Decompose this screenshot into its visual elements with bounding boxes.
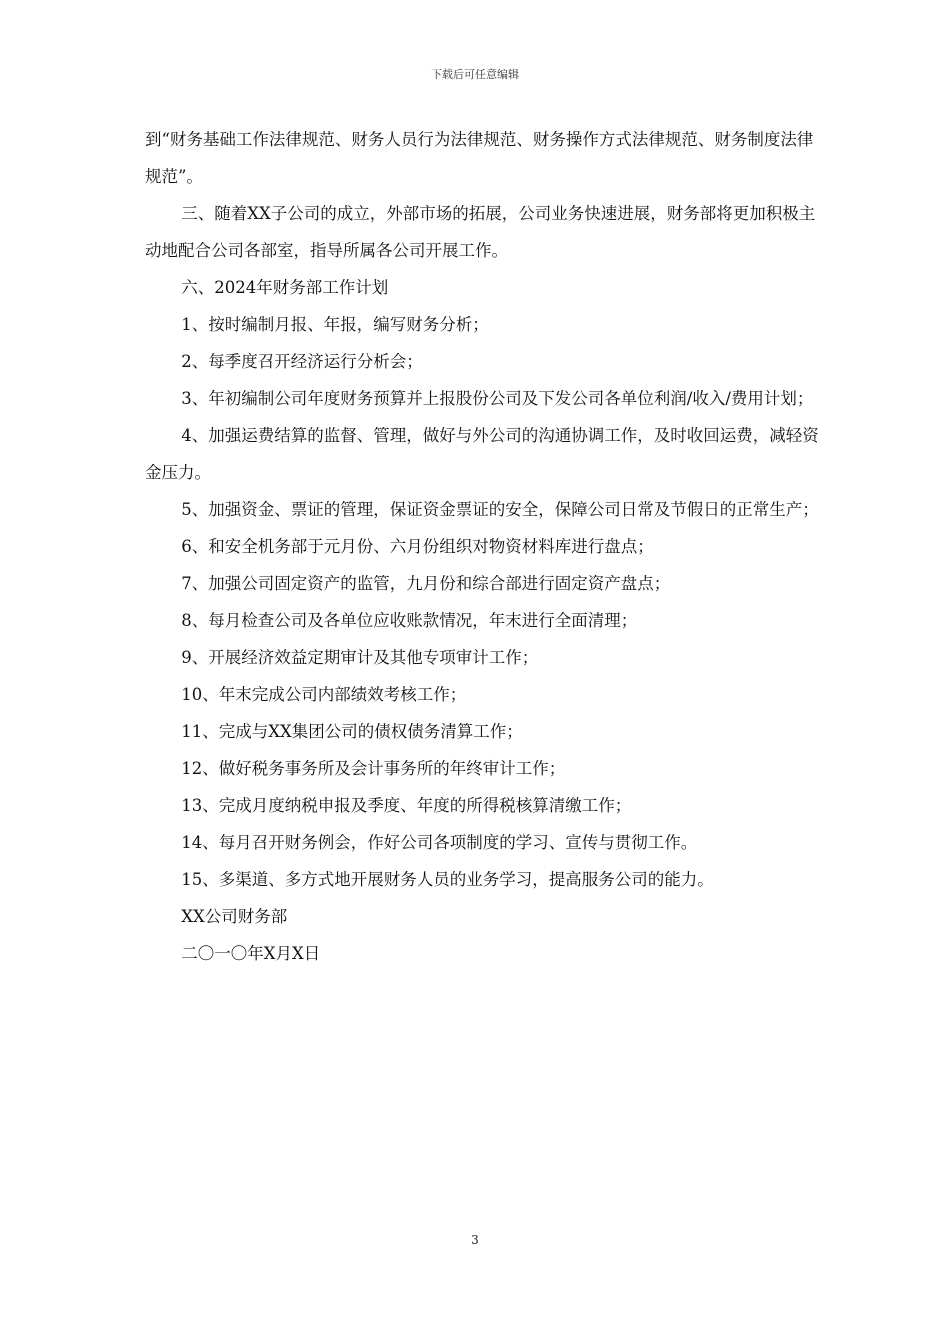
- paragraph-section-three: 三、随着XX子公司的成立，外部市场的拓展，公司业务快速进展，财务部将更加积极主动地配合公司各部室，指导所属各公司开展工作。: [145, 204, 816, 260]
- plan-item-1: 1、按时编制月报、年报，编写财务分析；: [181, 315, 489, 334]
- plan-item-5: 5、加强资金、票证的管理，保证资金票证的安全，保障公司日常及节假日的正常生产；: [181, 500, 819, 519]
- plan-item-11: 11、完成与XX集团公司的债权债务清算工作；: [181, 722, 523, 741]
- plan-item-13: 13、完成月度纳税申报及季度、年度的所得税核算清缴工作；: [181, 796, 632, 815]
- signature-department: XX公司财务部: [181, 907, 288, 926]
- plan-item-15: 15、多渠道、多方式地开展财务人员的业务学习，提高服务公司的能力。: [181, 870, 714, 889]
- plan-item-3: 3、年初编制公司年度财务预算并上报股份公司及下发公司各单位利润/收入/费用计划；: [181, 389, 814, 408]
- section-heading-work-plan: 六、2024年财务部工作计划: [181, 278, 389, 297]
- plan-item-9: 9、开展经济效益定期审计及其他专项审计工作；: [181, 648, 539, 667]
- plan-item-2: 2、每季度召开经济运行分析会；: [181, 352, 423, 371]
- plan-item-14: 14、每月召开财务例会，作好公司各项制度的学习、宣传与贯彻工作。: [181, 833, 698, 852]
- plan-item-10: 10、年末完成公司内部绩效考核工作；: [181, 685, 467, 704]
- paragraph-continuation: 到“财务基础工作法律规范、财务人员行为法律规范、财务操作方式法律规范、财务制度法律规范”。: [145, 130, 814, 186]
- plan-item-6: 6、和安全机务部于元月份、六月份组织对物资材料库进行盘点；: [181, 537, 654, 556]
- plan-item-7: 7、加强公司固定资产的监管，九月份和综合部进行固定资产盘点；: [181, 574, 671, 593]
- plan-item-8: 8、每月检查公司及各单位应收账款情况，年末进行全面清理；: [181, 611, 638, 630]
- page-header: 下载后可任意编辑: [431, 68, 519, 81]
- plan-item-4: 4、加强运费结算的监督、管理，做好与外公司的沟通协调工作，及时收回运费，减轻资金压力。: [145, 426, 819, 482]
- page-number: 3: [471, 1233, 479, 1247]
- plan-item-12: 12、做好税务事务所及会计事务所的年终审计工作；: [181, 759, 566, 778]
- document-body: [145, 121, 825, 972]
- signature-date: 二〇一〇年X月X日: [181, 944, 321, 963]
